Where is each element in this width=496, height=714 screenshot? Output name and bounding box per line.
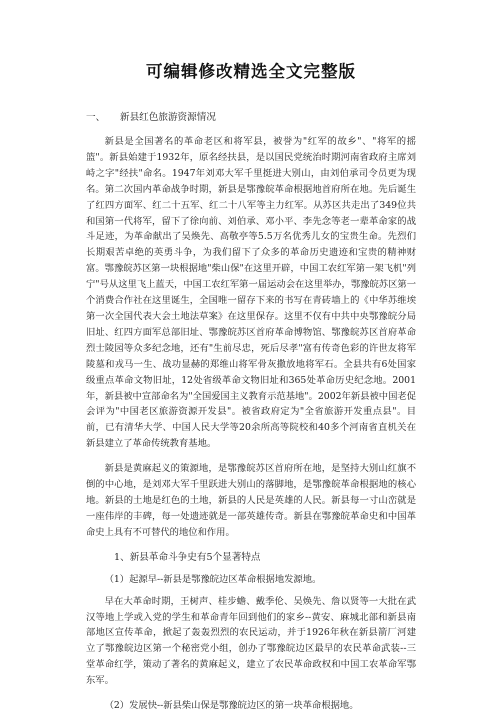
paragraph-intro: 新县是全国著名的革命老区和将军县，被誉为"红军的故乡"、"将军的摇篮"。新县始建于1932年，原名经扶县，是以国民党统治时期河南省政府主席刘峙之字"经扶"命名。1947年刘邓大军千里挺进大别山，由刘伯承司令员更为现名。第二次国内革命战争时期，新县是鄂豫皖革命根据地首府所在地。先后诞生了红四方面军、红二十五军、红二十八军等主力红军。从苏区共走出了349位共和国第一代将军，留下了徐向前、刘伯承、邓小平、李先念等老一辈革命家的战斗足迹，为革命献出了吴焕先、高敬亭等5.5万名优秀儿女的宝贵生命。先烈们长期艰苦卓绝的英勇斗争，为我们留下了众多的革命历史遗迹和宝贵的精神财富。鄂豫皖苏区第一块根据地"柴山保"在这里开辟，中国工农红军第一架飞机"列宁"号从这里飞上蓝天，中国工农红军第一届运动会在这里举办，鄂豫皖苏区第一个消费合作社在这里诞生，全国唯一留存下来的书写在青砖墙上的《中华苏维埃第一次全国代表大会土地法草案》在这里保存。这里不仅有中共中央鄂豫皖分局旧址、红四方面军总部旧址、鄂豫皖苏区首府革命博物馆、鄂豫皖苏区首府革命烈士陵园等众多纪念地，还有"生前尽忠，死后尽孝"富有传奇色彩的许世友将军陵墓和戎马一生、战功显赫的郑维山将军骨灰撒放地将军石。全县共有6处国家级重点革命文物旧址，12处省级革命文物旧址和365处革命历史纪念地。2001年，新县被中宣部命名为"全国爱国主义教育示范基地"。2002年新县被中国老促会评为"中国老区旅游资源开发县"。被省政府定为"全省旅游开发重点县"。目前，已有清华大学、中国人民大学等20余所高等院校和40多个河南省直机关在新县建立了革命传统教育基地。 (86, 136, 416, 450)
point-2-heading: （2）发展快--新县柴山保是鄂豫皖边区的第一块革命根据地。 (104, 700, 359, 712)
section-heading (86, 110, 416, 126)
document-title: 可编辑修改精选全文完整版 (146, 62, 356, 81)
paragraph-significance: 新县是黄麻起义的策源地，是鄂豫皖苏区首府所在地，是坚持大别山红旗不倒的中心地，是刘邓大军千里跃进大别山的落脚地，是鄂豫皖革命根据地的核心地。新县的土地是红色的土地，新县的人民是英雄的人民。新县每一寸山峦就是一座伟岸的丰碑，每一处遗迹就是一部英雄传奇。新县在鄂豫皖革命史和中国革命史上具有不可替代的地位和作用。 (86, 463, 416, 538)
point-1-heading: （1）起源早--新县是鄂豫皖边区革命根据地发源地。 (104, 573, 322, 585)
section-number: 一、 (86, 112, 106, 123)
subsection-heading: 1、新县革命斗争史有5个显著特点 (114, 551, 261, 563)
section-heading-text: 新县红色旅游资源情况 (120, 112, 216, 123)
point-1-body: 早在大革命时期，王树声、桂步蟾、戴季伦、吴焕先、詹以贤等一大批在武汉等地上学或入党的学生和革命青年回到他们的家乡--黄安、麻城北部和新县南部地区宣传革命，掀起了轰轰烈烈的农民运动，并于1926年秋在新县箭厂河建立了鄂豫皖边区第一个秘密党小组，创办了鄂豫皖边区最早的农民革命武装--三堂革命红学，策动了著名的黄麻起义，建立了农民革命政权和中国工农革命军鄂东军。 (86, 595, 416, 687)
